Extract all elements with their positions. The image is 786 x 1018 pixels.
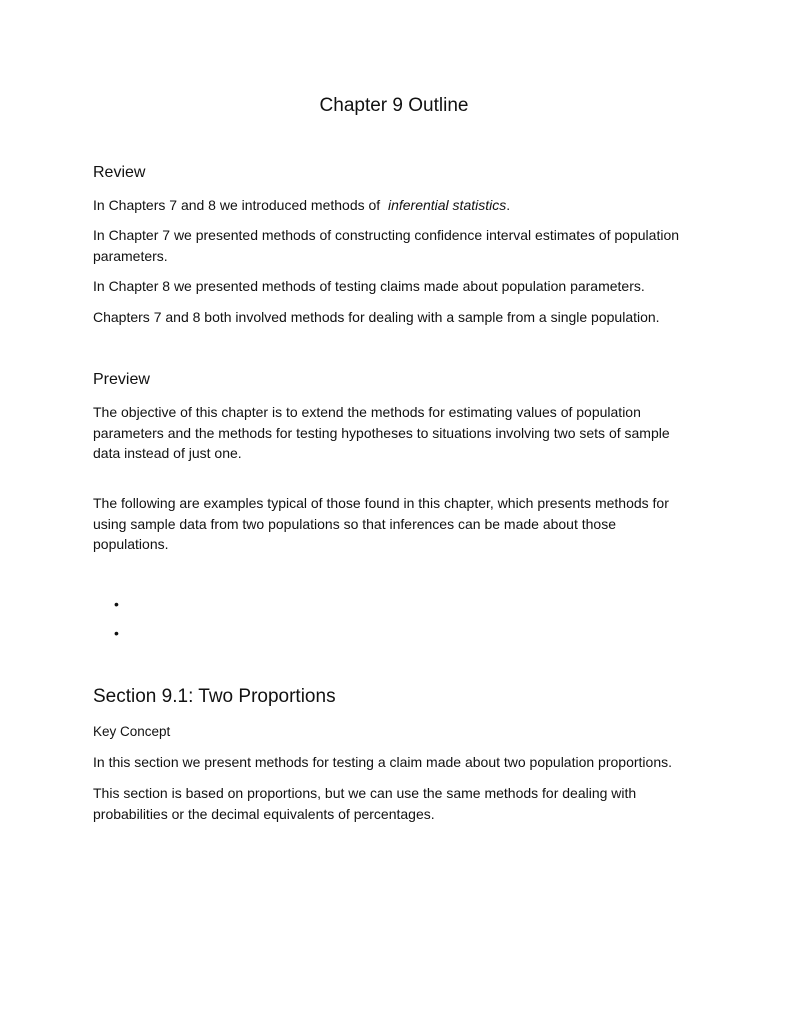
bullet-item: • xyxy=(114,625,119,641)
review-paragraph-1-end: . xyxy=(506,197,511,213)
review-heading: Review xyxy=(93,164,146,181)
review-paragraph-4: Chapters 7 and 8 both involved methods for dealing with a sample from a single population. xyxy=(93,309,660,325)
section-9-1-heading: Section 9.1: Two Proportions xyxy=(93,686,336,707)
key-concept-label: Key Concept xyxy=(93,724,171,739)
review-paragraph-1-italic: inferential statistics xyxy=(387,197,507,213)
section-9-1-paragraph-2: This section is based on proportions, but we can use the same methods for dealing with probabilities or the decimal equivalents of percentages. xyxy=(93,785,637,822)
section-9-1-paragraph-1: In this section we present methods for testing a claim made about two population proportions. xyxy=(93,754,672,770)
preview-paragraph-2: The following are examples typical of those found in this chapter, which presents methods for using sample data from two populations so that inferences can be made about those populations. xyxy=(93,495,669,552)
preview-paragraph-1: The objective of this chapter is to extend the methods for estimating values of population parameters and the methods for testing hypotheses to situations involving two sets of sample data instead of just one. xyxy=(93,404,670,461)
review-paragraph-1 xyxy=(93,195,703,216)
page-title: Chapter 9 Outline xyxy=(319,95,469,116)
review-paragraph-3: In Chapter 8 we presented methods of testing claims made about population parameters. xyxy=(93,278,645,294)
review-paragraph-1-text: In Chapters 7 and 8 we introduced methods of xyxy=(93,197,381,213)
review-paragraph-2: In Chapter 7 we presented methods of constructing confidence interval estimates of population parameters. xyxy=(93,227,680,264)
bullet-item: • xyxy=(114,596,119,612)
preview-heading: Preview xyxy=(93,371,150,388)
